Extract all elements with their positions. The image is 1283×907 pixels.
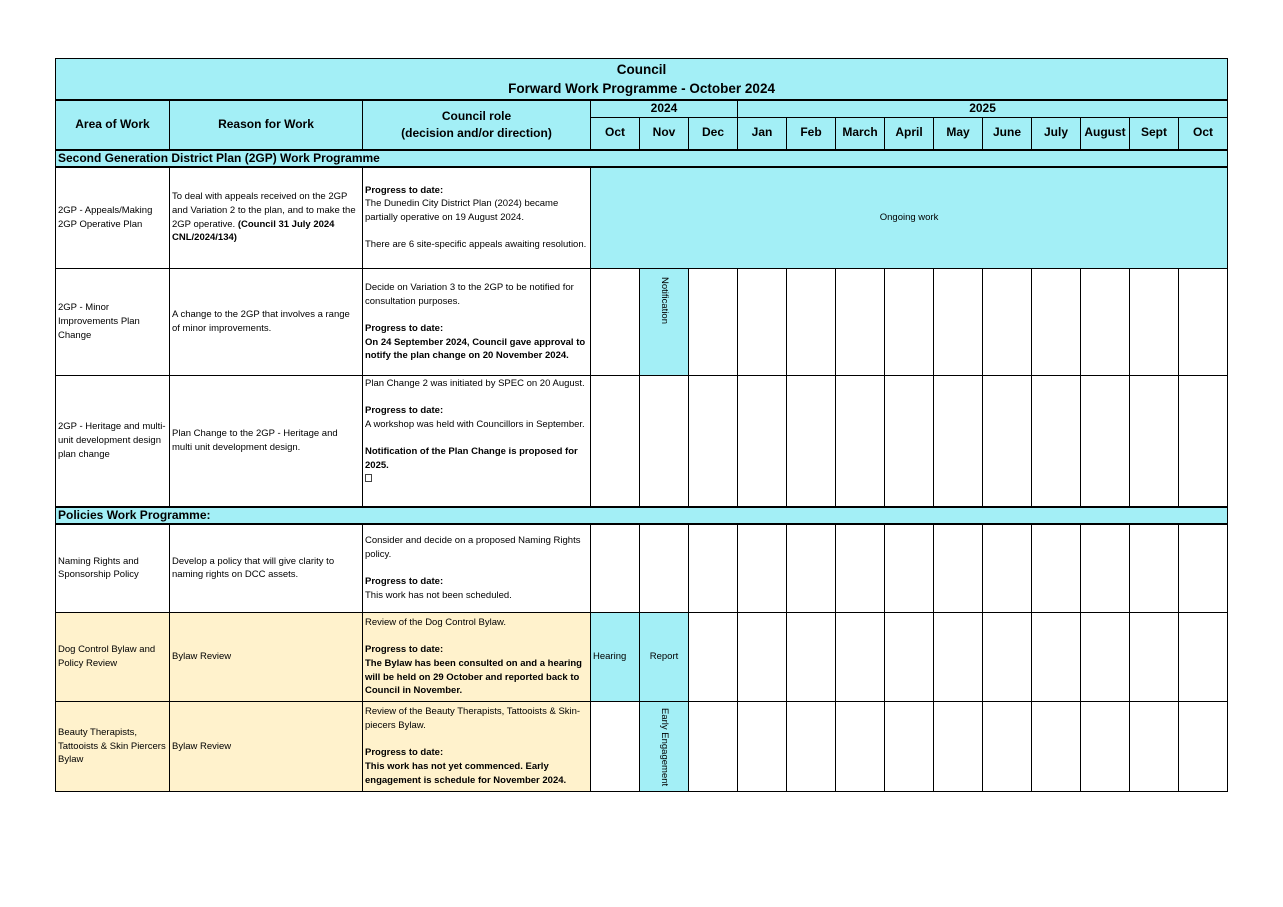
month-header: July <box>1032 118 1081 150</box>
month-cell <box>885 269 934 376</box>
month-header: Oct <box>1179 118 1228 150</box>
table-row <box>56 269 1228 376</box>
area-of-work-cell: Beauty Therapists, Tattooists & Skin Piercers Bylaw <box>56 702 170 792</box>
area-of-work-cell: Naming Rights and Sponsorship Policy <box>56 524 170 613</box>
month-header: Feb <box>787 118 836 150</box>
month-cell <box>885 376 934 507</box>
progress-text: Notification of the Plan Change is proposed for 2025. <box>365 446 578 472</box>
month-cell-nov: Report <box>640 613 689 702</box>
reason-for-work-cell: Bylaw Review <box>170 613 363 702</box>
month-cell <box>1179 269 1228 376</box>
month-cell <box>836 524 885 613</box>
month-cell <box>1032 376 1081 507</box>
area-of-work-cell: 2GP - Appeals/Making 2GP Operative Plan <box>56 167 170 269</box>
progress-text: This work has not yet commenced. Early engagement is schedule for November 2024. <box>365 761 567 786</box>
month-cell <box>1179 613 1228 702</box>
month-cell <box>885 524 934 613</box>
progress-heading: Progress to date: <box>365 576 444 588</box>
header-year-2024: 2024 <box>591 100 738 118</box>
month-header: Nov <box>640 118 689 150</box>
spacer <box>365 733 588 747</box>
month-cell <box>1032 702 1081 792</box>
month-header: March <box>836 118 885 150</box>
reason-for-work-cell: Plan Change to the 2GP - Heritage and multi unit development design. <box>170 376 363 507</box>
area-of-work-cell: 2GP - Heritage and multi-unit development design plan change <box>56 376 170 507</box>
month-cell <box>1179 702 1228 792</box>
month-cell <box>983 613 1032 702</box>
title-line-2: Forward Work Programme - October 2024 <box>508 80 775 96</box>
council-role-cell <box>363 702 591 792</box>
header-council-role <box>363 100 591 150</box>
month-cell <box>1081 376 1130 507</box>
progress-heading: Progress to date: <box>365 322 444 334</box>
header-area-of-work: Area of Work <box>56 100 170 150</box>
header-council-role-line-2: (decision and/or direction) <box>401 125 552 140</box>
month-cell <box>983 524 1032 613</box>
spacer <box>365 561 588 575</box>
month-cell <box>1130 702 1179 792</box>
area-of-work-cell: Dog Control Bylaw and Policy Review <box>56 613 170 702</box>
month-cell <box>1130 269 1179 376</box>
role-text: A workshop was held with Councillors in September. <box>365 419 585 431</box>
spacer <box>365 308 588 322</box>
month-cell <box>640 524 689 613</box>
month-cell <box>689 613 738 702</box>
month-cell <box>738 376 787 507</box>
month-cell <box>983 269 1032 376</box>
reason-text: To deal with appeals received on the 2GP and Variation 2 to the plan, and to make the 2GP operative. <box>172 191 356 230</box>
progress-heading: Progress to date: <box>365 405 444 417</box>
month-cell <box>836 269 885 376</box>
month-cell <box>591 269 640 376</box>
month-cell <box>591 702 640 792</box>
month-cell <box>934 702 983 792</box>
role-text: This work has not been scheduled. <box>365 589 512 601</box>
month-cell <box>787 613 836 702</box>
month-cell <box>738 613 787 702</box>
forward-work-programme-sheet <box>55 58 1227 792</box>
area-of-work-cell: 2GP - Minor Improvements Plan Change <box>56 269 170 376</box>
council-role-cell <box>363 524 591 613</box>
reason-for-work-cell: A change to the 2GP that involves a range of minor improvements. <box>170 269 363 376</box>
reason-reference: (Council 31 July 2024 CNL/2024/134) <box>172 218 335 244</box>
month-header: June <box>983 118 1032 150</box>
month-cell <box>591 376 640 507</box>
box-glyph-icon <box>365 474 372 482</box>
reason-for-work-cell <box>170 167 363 269</box>
table-row <box>56 613 1228 702</box>
month-header: Dec <box>689 118 738 150</box>
progress-text: The Bylaw has been consulted on and a hearing will be held on 29 October and reported back to Council in November. <box>365 657 582 697</box>
table-row <box>56 524 1228 613</box>
month-cell <box>1081 702 1130 792</box>
progress-heading: Progress to date: <box>365 184 444 196</box>
month-cell <box>1081 524 1130 613</box>
progress-text: On 24 September 2024, Council gave approval to notify the plan change on 20 November 2024. <box>365 336 586 362</box>
month-cell <box>787 524 836 613</box>
month-cell <box>1130 376 1179 507</box>
month-cell <box>934 524 983 613</box>
month-cell <box>1032 524 1081 613</box>
month-cell <box>1130 524 1179 613</box>
month-cell <box>787 269 836 376</box>
month-cell <box>787 702 836 792</box>
month-cell <box>836 613 885 702</box>
month-cell <box>1032 269 1081 376</box>
month-cell <box>836 376 885 507</box>
month-cell <box>1130 613 1179 702</box>
month-cell <box>640 376 689 507</box>
month-cell <box>983 702 1032 792</box>
month-cell <box>591 524 640 613</box>
spacer <box>365 391 588 405</box>
work-programme-table <box>55 58 1228 792</box>
header-reason-for-work: Reason for Work <box>170 100 363 150</box>
spacer <box>365 432 588 446</box>
role-text: Review of the Beauty Therapists, Tattooists & Skin-piecers Bylaw. <box>365 706 581 732</box>
header-council-role-line-1: Council role <box>441 108 512 123</box>
role-text: There are 6 site-specific appeals awaiting resolution. <box>365 239 587 251</box>
progress-heading: Progress to date: <box>365 747 444 759</box>
section-heading-policies: Policies Work Programme: <box>56 507 1228 524</box>
placeholder-glyph <box>365 473 588 487</box>
spacer <box>365 225 588 239</box>
month-cell <box>885 613 934 702</box>
table-row <box>56 167 1228 269</box>
month-header: August <box>1081 118 1130 150</box>
spacer <box>365 630 588 644</box>
page-title <box>56 59 1228 100</box>
month-cell <box>983 376 1032 507</box>
role-text: The Dunedin City District Plan (2024) became partially operative on 19 August 2024. <box>365 198 559 223</box>
month-cell <box>689 524 738 613</box>
header-year-2025: 2025 <box>738 100 1228 118</box>
table-row <box>56 702 1228 792</box>
milestone-label: Early Engagement <box>658 708 670 787</box>
section-heading-2gp: Second Generation District Plan (2GP) Work Programme <box>56 150 1228 167</box>
month-cell <box>787 376 836 507</box>
month-header: May <box>934 118 983 150</box>
month-cell <box>1179 524 1228 613</box>
reason-for-work-cell: Bylaw Review <box>170 702 363 792</box>
month-cell <box>1081 269 1130 376</box>
month-cell <box>738 524 787 613</box>
month-cell <box>738 269 787 376</box>
council-role-cell <box>363 269 591 376</box>
month-cell-oct: Hearing <box>591 613 640 702</box>
month-cell <box>689 269 738 376</box>
month-cell <box>1081 613 1130 702</box>
reason-for-work-cell: Develop a policy that will give clarity to naming rights on DCC assets. <box>170 524 363 613</box>
month-header: Jan <box>738 118 787 150</box>
month-cell-nov <box>640 702 689 792</box>
council-role-cell <box>363 613 591 702</box>
ongoing-work-cell: Ongoing work <box>591 167 1228 269</box>
month-cell <box>885 702 934 792</box>
month-header: Sept <box>1130 118 1179 150</box>
month-cell <box>689 702 738 792</box>
role-text: Decide on Variation 3 to the 2GP to be notified for consultation purposes. <box>365 281 574 307</box>
month-cell <box>1179 376 1228 507</box>
progress-heading: Progress to date: <box>365 644 444 656</box>
role-text: Plan Change 2 was initiated by SPEC on 20 August. <box>365 378 585 389</box>
month-cell <box>934 269 983 376</box>
month-cell <box>836 702 885 792</box>
month-cell-nov <box>640 269 689 376</box>
council-role-cell <box>363 167 591 269</box>
table-row <box>56 376 1228 507</box>
month-cell <box>738 702 787 792</box>
month-cell <box>934 613 983 702</box>
role-text: Review of the Dog Control Bylaw. <box>365 616 506 628</box>
milestone-label: Notification <box>658 277 670 324</box>
month-cell <box>1032 613 1081 702</box>
title-line-1: Council <box>616 61 667 77</box>
month-header: April <box>885 118 934 150</box>
month-header: Oct <box>591 118 640 150</box>
month-cell <box>934 376 983 507</box>
month-cell <box>689 376 738 507</box>
council-role-cell <box>363 376 591 507</box>
role-text: Consider and decide on a proposed Naming Rights policy. <box>365 535 581 560</box>
